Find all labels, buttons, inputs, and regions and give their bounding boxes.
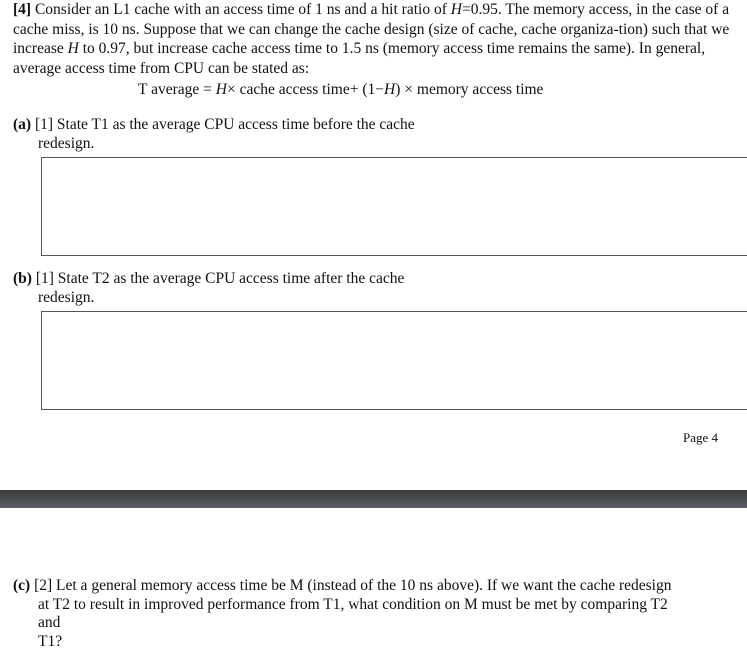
question-a-line-1: State T1 as the average CPU access time before the cache [56, 116, 415, 133]
page-lower [0, 508, 747, 656]
question-a-line-2: redesign. [38, 135, 95, 152]
question-c-line-1: Let a general memory access time be M (instead of the 10 ns above). If we want the cache redesign [56, 577, 672, 594]
answer-box-a[interactable] [41, 157, 747, 256]
hit-ratio-var: H [450, 1, 462, 18]
page-separator [0, 490, 747, 508]
intro-text-3: to 0.97, but increase cache access time to 1.5 ns (memory access time remains the same). In general, average access time from CPU can be stated as: [13, 40, 706, 77]
hit-ratio-var-2: H [67, 40, 79, 57]
formula-eq: = [203, 81, 212, 98]
answer-box-b[interactable] [41, 311, 747, 410]
formula-times-2: × [404, 81, 414, 98]
question-b-marks: [1] [35, 270, 54, 287]
intro-text-2: =0.95. The memory access, in the case of a cache miss, is 10 ns. Suppose that we can change the cache design (size of cache, cache organiza-tion) such that we increase [13, 1, 730, 57]
question-c-line-4: T1? [38, 632, 63, 650]
question-c-line-2: at T2 to result in improved performance from T1, what condition on M must be met by comparing T2 [38, 595, 668, 613]
formula-term-1: cache access time [239, 81, 350, 98]
question-b-line-2: redesign. [38, 289, 95, 306]
question-b-line-1: State T2 as the average CPU access time after the cache [57, 270, 405, 287]
formula-paren-open: (1 [362, 81, 376, 98]
problem-marks: [4] [13, 1, 32, 18]
question-a [13, 115, 733, 153]
formula-minus: − [375, 81, 385, 98]
formula-times-1: × [226, 81, 236, 98]
formula-term-2: memory access time [416, 81, 544, 98]
question-c [13, 577, 733, 651]
formula-plus: + [349, 81, 359, 98]
question-c-marks: [2] [34, 577, 53, 594]
question-a-marks: [1] [34, 116, 54, 133]
problem-intro [13, 0, 743, 78]
formula-paren-close: ) [395, 81, 401, 98]
question-a-label: (a) [13, 116, 32, 133]
page-number: Page 4 [683, 430, 719, 445]
intro-text-1: Consider an L1 cache with an access time of 1 ns and a hit ratio of [34, 1, 451, 18]
formula-lhs: T average [138, 81, 200, 98]
formula-h: H [215, 81, 227, 98]
question-c-line-3: and [38, 614, 61, 631]
question-b-label: (b) [13, 270, 32, 287]
question-c-label: (c) [13, 577, 31, 594]
average-access-formula [138, 81, 543, 99]
formula-h-2: H [384, 81, 396, 98]
question-b [13, 269, 733, 307]
